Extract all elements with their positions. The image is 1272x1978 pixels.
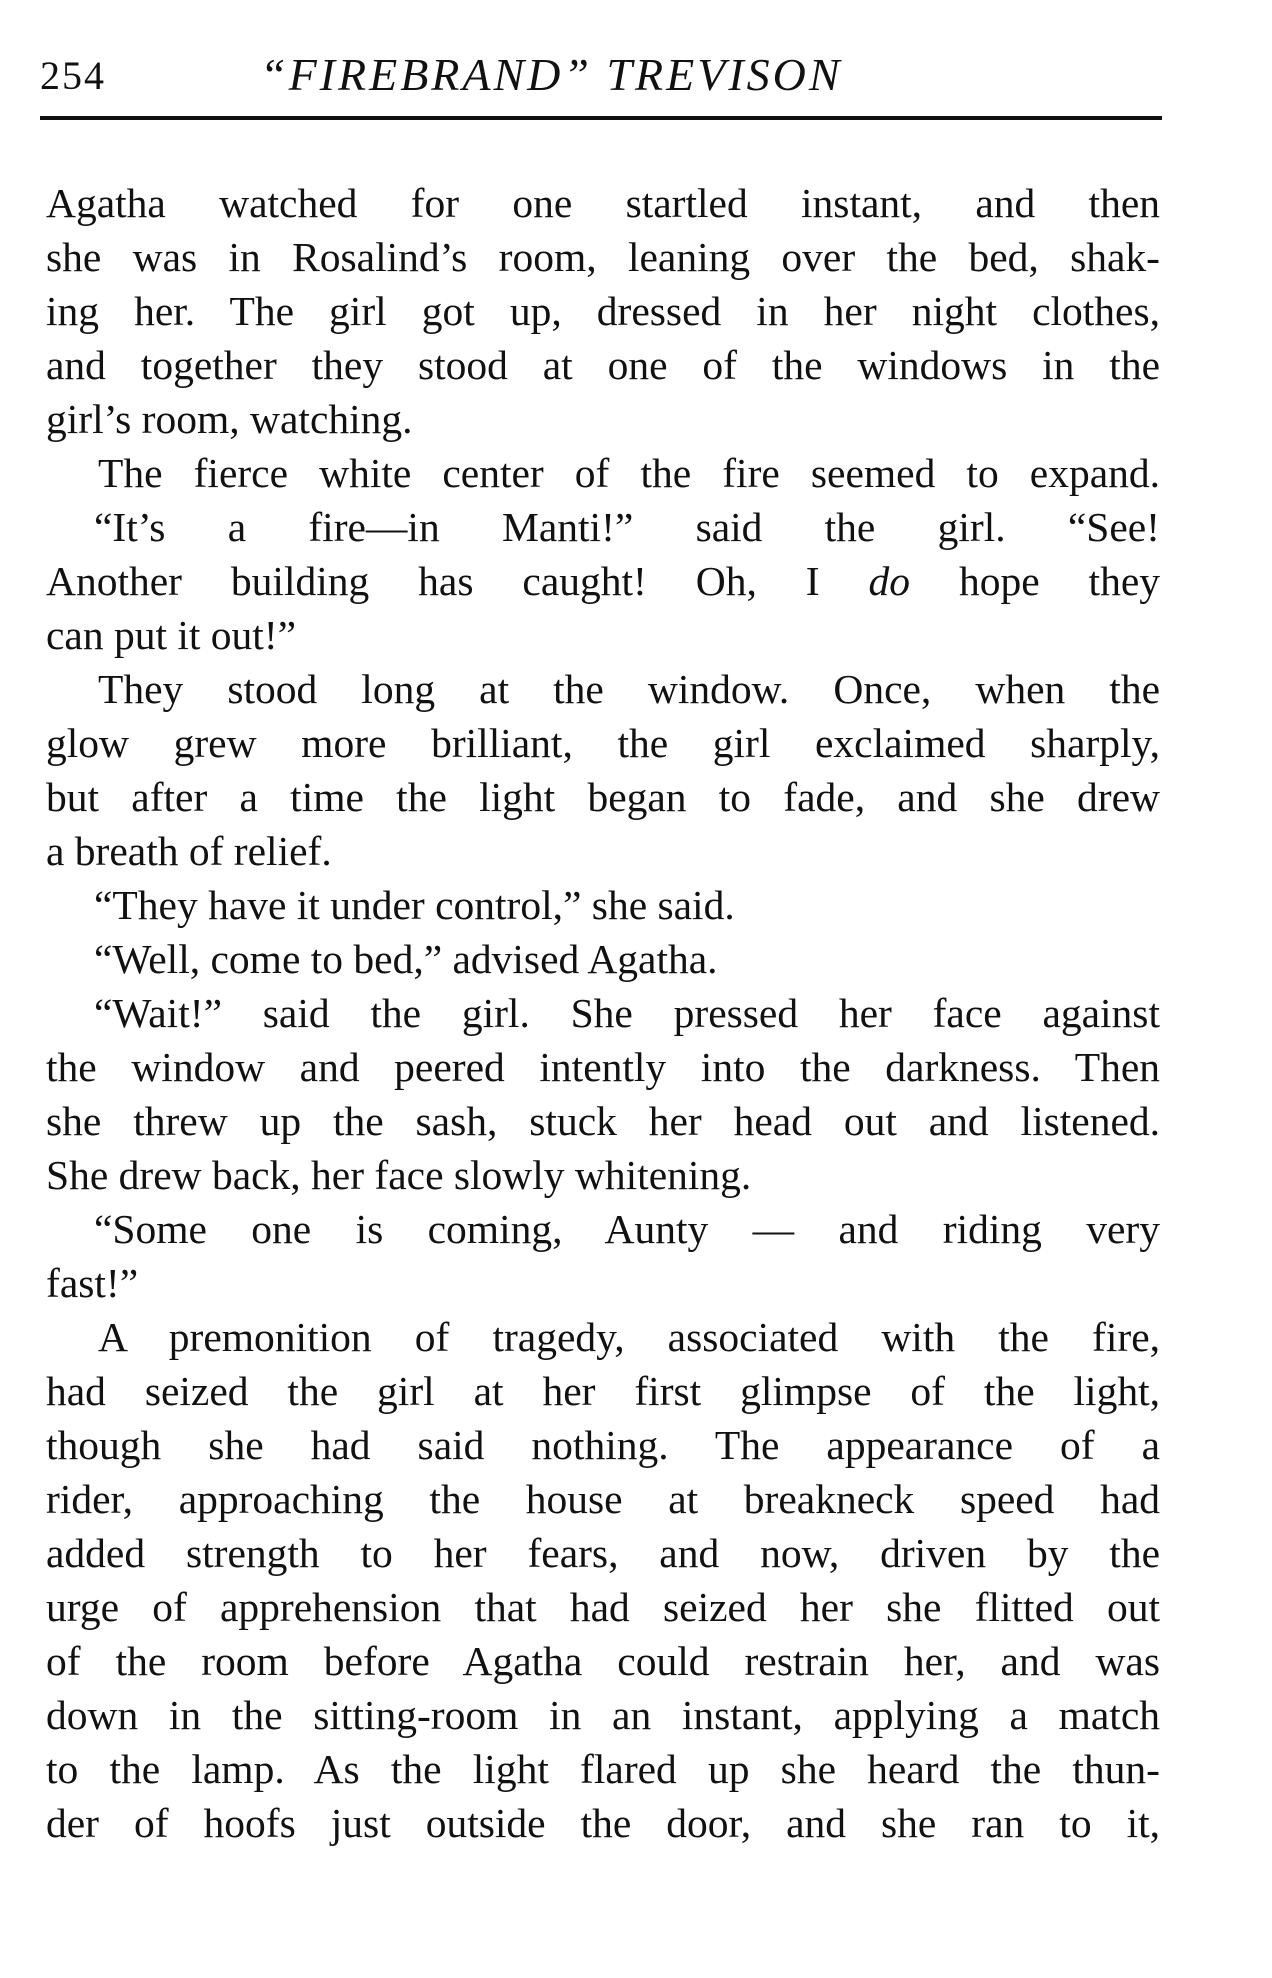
text-line: to the lamp. As the light flared up she heard the thun- [46, 1746, 1160, 1792]
text-run: Another building has caught! Oh, I [46, 558, 869, 604]
running-head [40, 48, 1162, 108]
text-line: fast!” [46, 1260, 139, 1306]
text-line: of the room before Agatha could restrain her, and was [46, 1638, 1160, 1684]
text-line: a breath of relief. [46, 828, 332, 874]
text-line: ing her. The girl got up, dressed in her night clothes, [46, 288, 1160, 334]
text-line: she threw up the sash, stuck her head out and listened. [46, 1098, 1160, 1144]
page-number: 254 [40, 53, 106, 98]
text-line: “Some one is coming, Aunty — and riding very [94, 1206, 1160, 1252]
text-line: “Wait!” said the girl. She pressed her face against [94, 990, 1160, 1036]
text-line: the window and peered intently into the darkness. Then [46, 1044, 1160, 1090]
text-line-mixed [46, 554, 1160, 608]
text-line: She drew back, her face slowly whitening. [46, 1152, 752, 1198]
text-line: “They have it under control,” she said. [94, 882, 735, 928]
text-line: “It’s a fire—in Manti!” said the girl. “See! [94, 504, 1160, 550]
text-line: der of hoofs just outside the door, and she ran to it, [46, 1800, 1160, 1846]
text-line: down in the sitting-room in an instant, applying a match [46, 1692, 1160, 1738]
text-line: though she had said nothing. The appearance of a [46, 1422, 1160, 1468]
text-line: and together they stood at one of the windows in the [46, 342, 1160, 388]
text-line: added strength to her fears, and now, driven by the [46, 1530, 1160, 1576]
text-line: “Well, come to bed,” advised Agatha. [94, 936, 718, 982]
text-line: rider, approaching the house at breakneck speed had [46, 1476, 1160, 1522]
text-line: A premonition of tragedy, associated with the fire, [98, 1314, 1160, 1360]
text-run: hope they [910, 558, 1160, 604]
text-line: but after a time the light began to fade, and she drew [46, 774, 1160, 820]
text-line: can put it out!” [46, 612, 297, 658]
book-title: “FIREBRAND” TREVISON [260, 49, 843, 100]
text-line: girl’s room, watching. [46, 396, 413, 442]
text-line: Agatha watched for one startled instant, and then [46, 180, 1160, 226]
text-line: she was in Rosalind’s room, leaning over the bed, shak- [46, 234, 1160, 280]
header-rule [40, 116, 1162, 120]
text-line: They stood long at the window. Once, when the [98, 666, 1160, 712]
text-line: urge of apprehension that had seized her she flitted out [46, 1584, 1160, 1630]
text-line: The fierce white center of the fire seemed to expand. [98, 450, 1160, 496]
body-text [46, 176, 1160, 1850]
text-line: had seized the girl at her first glimpse of the light, [46, 1368, 1160, 1414]
text-line: glow grew more brilliant, the girl exclaimed sharply, [46, 720, 1160, 766]
italic-emphasis: do [868, 558, 911, 604]
